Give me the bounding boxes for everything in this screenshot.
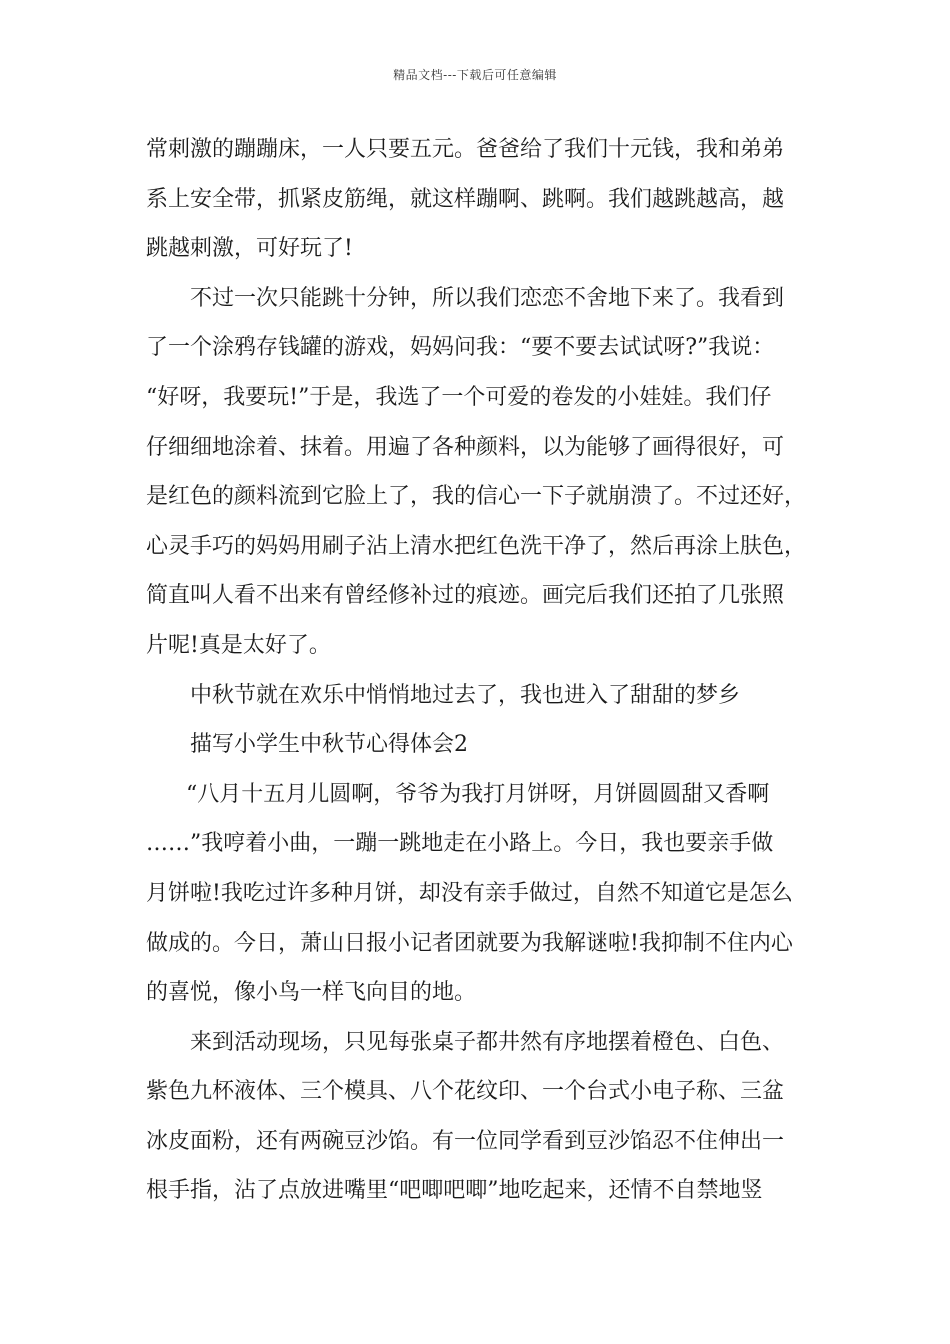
section-heading: 描写小学生中秋节心得体会2 [190,732,468,758]
text-line: 紫色九杯液体、三个模具、八个花纹印、一个台式小电子称、三盆 [146,1079,785,1105]
text-line: 做成的。今日，萧山日报小记者团就要为我解谜啦!我抑制不住内心 [146,930,793,956]
text-line: 跳越刺激，可好玩了! [146,236,353,262]
text-line: 了一个涂鸦存钱罐的游戏，妈妈问我：“要不要去试试呀?”我说： [146,335,775,361]
text-line: 心灵手巧的妈妈用刷子沾上清水把红色洗干净了，然后再涂上肤色， [146,533,807,559]
page-header: 精品文档---下载后可任意编辑 [393,68,557,82]
text-line: “好呀，我要玩!”于是，我选了一个可爱的卷发的小娃娃。我们仔 [146,384,772,410]
text-line: 简直叫人看不出来有曾经修补过的痕迹。画完后我们还拍了几张照 [146,583,785,609]
text-line: 仔细细地涂着、抹着。用遍了各种颜料，以为能够了画得很好，可 [146,434,785,460]
paragraph-first-line: 不过一次只能跳十分钟，所以我们恋恋不舍地下来了。我看到 [190,285,785,311]
text-line: 是红色的颜料流到它脸上了，我的信心一下子就崩溃了。不过还好， [146,484,807,510]
text-line: 冰皮面粉，还有两碗豆沙馅。有一位同学看到豆沙馅忍不住伸出一 [146,1128,785,1154]
text-line: 系上安全带，抓紧皮筋绳，就这样蹦啊、跳啊。我们越跳越高，越 [146,186,785,212]
text-line: ……”我哼着小曲，一蹦一跳地走在小路上。今日，我也要亲手做 [146,831,774,857]
paragraph-first-line: 中秋节就在欢乐中悄悄地过去了，我也进入了甜甜的梦乡 [190,682,741,708]
document-body [146,125,826,1216]
paragraph-first-line: 来到活动现场，只见每张桌子都井然有序地摆着橙色、白色、 [190,1029,785,1055]
paragraph-first-line: “八月十五月儿圆啊，爷爷为我打月饼呀，月饼圆圆甜又香啊 [186,781,770,807]
text-line: 片呢!真是太好了。 [146,632,331,658]
text-line: 月饼啦!我吃过许多种月饼，却没有亲手做过，自然不知道它是怎么 [146,880,793,906]
text-line: 常刺激的蹦蹦床，一人只要五元。爸爸给了我们十元钱，我和弟弟 [146,137,785,162]
text-line: 的喜悦，像小鸟一样飞向目的地。 [146,980,477,1006]
text-line: 根手指，沾了点放进嘴里“吧唧吧唧”地吃起来，还情不自禁地竖 [146,1178,763,1204]
